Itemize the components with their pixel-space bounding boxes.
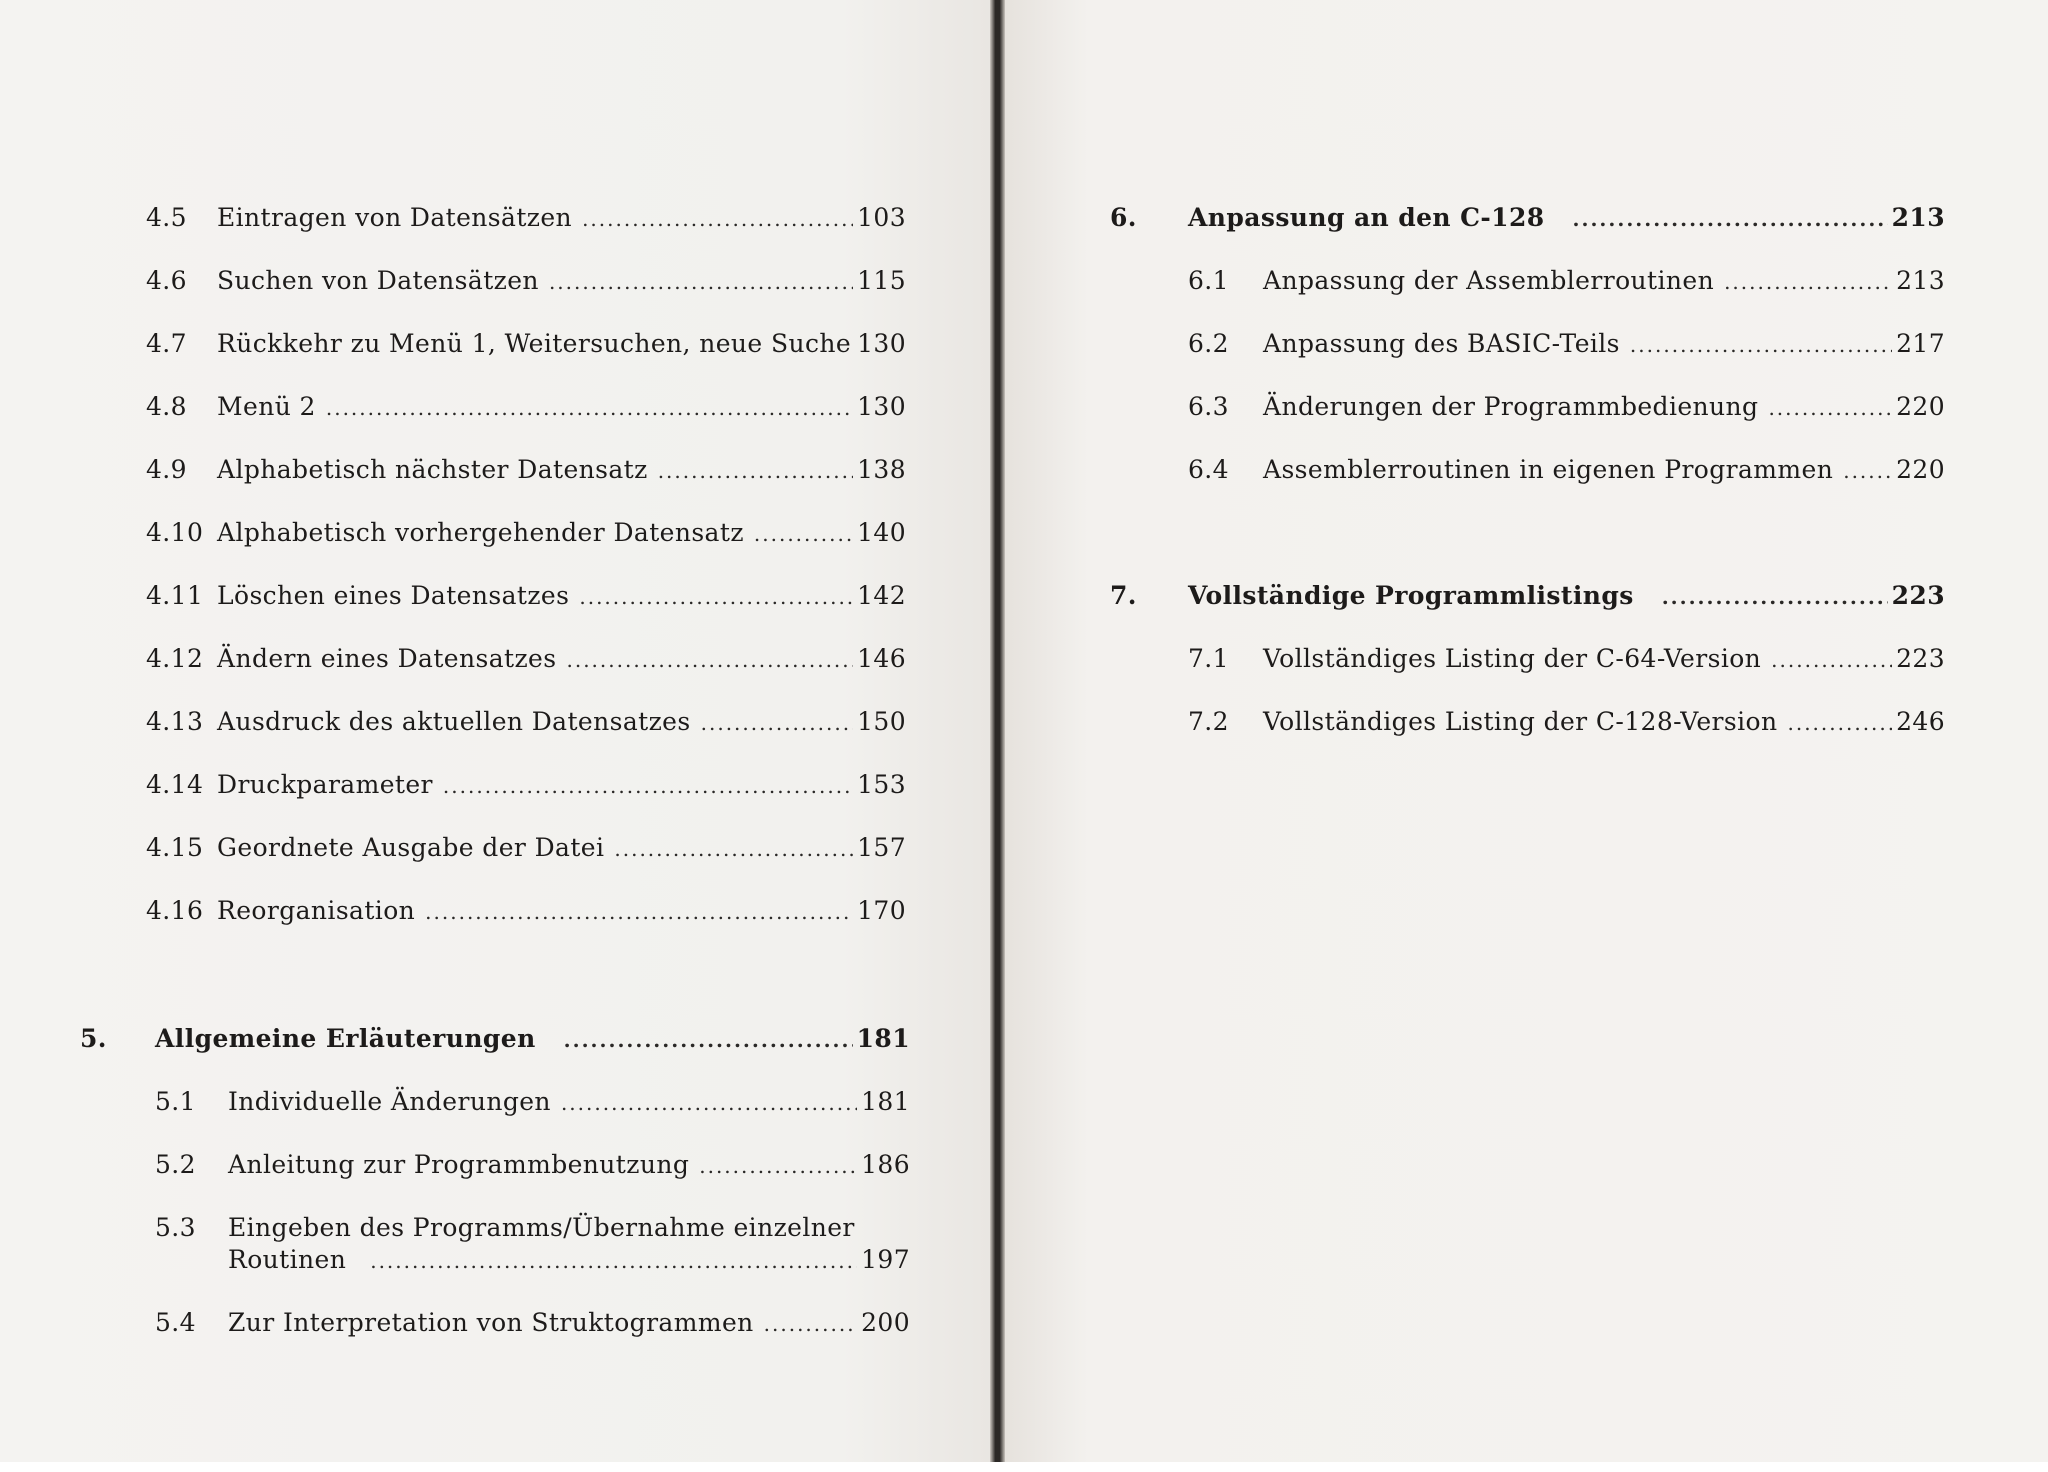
entry-number: 6.4 — [1188, 455, 1229, 484]
entry-title: Suchen von Datensätzen — [217, 266, 539, 295]
dot-leader — [370, 1245, 857, 1277]
toc-entry-7-2[interactable] — [1188, 706, 1945, 739]
entry-page: 150 — [857, 707, 906, 736]
entry-title: Reorganisation — [217, 896, 416, 925]
dot-leader — [1771, 644, 1892, 676]
entry-page: 157 — [857, 833, 906, 862]
right-page — [1005, 0, 2048, 1472]
toc-chapter-7[interactable] — [1110, 580, 1945, 613]
entry-page: 115 — [857, 266, 906, 295]
entry-number: 4.12 — [146, 644, 204, 673]
dot-leader — [443, 770, 853, 802]
dot-leader — [1724, 266, 1892, 298]
entry-number: 4.8 — [146, 392, 187, 421]
entry-title: Löschen eines Datensatzes — [217, 581, 570, 610]
entry-page: 170 — [857, 896, 906, 925]
entry-page: 146 — [857, 644, 906, 673]
entry-number: 4.5 — [146, 203, 187, 232]
toc-entry-4-12[interactable] — [146, 643, 906, 676]
toc-entry-4-14[interactable] — [146, 769, 906, 802]
entry-number: 4.11 — [146, 581, 204, 610]
entry-number: 5.1 — [155, 1087, 196, 1116]
toc-chapter-6[interactable] — [1110, 202, 1945, 235]
toc-entry-6-3[interactable] — [1188, 391, 1945, 424]
entry-title: Assemblerroutinen in eigenen Programmen — [1263, 455, 1834, 484]
entry-number: 4.7 — [146, 329, 187, 358]
chapter-page: 213 — [1891, 203, 1945, 232]
dot-leader — [561, 1087, 857, 1119]
toc-entry-5-3[interactable] — [155, 1212, 910, 1277]
toc-entry-7-1[interactable] — [1188, 643, 1945, 676]
entry-page: 223 — [1896, 644, 1945, 673]
dot-leader — [579, 581, 853, 613]
entry-title: Alphabetisch vorhergehender Datensatz — [217, 518, 744, 547]
entry-number: 4.15 — [146, 833, 204, 862]
toc-chapter-5[interactable] — [80, 1023, 910, 1056]
entry-page: 142 — [857, 581, 906, 610]
entry-title: Anpassung des BASIC-Teils — [1263, 329, 1620, 358]
dot-leader — [549, 266, 853, 298]
entry-number: 6.2 — [1188, 329, 1229, 358]
dot-leader — [754, 518, 853, 550]
entry-title: Menü 2 — [217, 392, 316, 421]
entry-number: 4.14 — [146, 770, 204, 799]
entry-page: 246 — [1896, 707, 1945, 736]
toc-entry-4-13[interactable] — [146, 706, 906, 739]
book-spine-gutter — [990, 0, 1005, 1472]
entry-title: Anpassung der Assemblerroutinen — [1263, 266, 1715, 295]
entry-number: 4.6 — [146, 266, 187, 295]
toc-entry-6-1[interactable] — [1188, 265, 1945, 298]
entry-title: Alphabetisch nächster Datensatz — [217, 455, 648, 484]
toc-entry-6-4[interactable] — [1188, 454, 1945, 487]
entry-title: Ausdruck des aktuellen Datensatzes — [217, 707, 691, 736]
chapter-title: Anpassung an den C-128 — [1188, 203, 1545, 232]
entry-title: Ändern eines Datensatzes — [217, 644, 557, 673]
dot-leader — [701, 707, 853, 739]
dot-leader — [658, 455, 853, 487]
dot-leader — [764, 1308, 857, 1340]
dot-leader — [564, 1024, 853, 1056]
scan-bottom-edge — [0, 1462, 2048, 1472]
entry-title: Zur Interpretation von Struktogrammen — [228, 1308, 754, 1337]
toc-entry-4-10[interactable] — [146, 517, 906, 550]
entry-page: 213 — [1896, 266, 1945, 295]
dot-leader — [326, 392, 853, 424]
dot-leader — [1768, 392, 1892, 424]
entry-page: 130 — [857, 329, 906, 358]
chapter-number: 6. — [1110, 203, 1137, 232]
chapter-number: 5. — [80, 1024, 107, 1053]
entry-page: 217 — [1896, 329, 1945, 358]
entry-page: 220 — [1896, 392, 1945, 421]
toc-entry-5-2[interactable] — [155, 1149, 910, 1182]
entry-number: 4.13 — [146, 707, 204, 736]
entry-title: Änderungen der Programmbedienung — [1263, 392, 1759, 421]
left-page — [0, 0, 990, 1472]
entry-number: 7.1 — [1188, 644, 1229, 673]
entry-title: Anleitung zur Programmbenutzung — [228, 1150, 690, 1179]
entry-page: 130 — [857, 392, 906, 421]
entry-page: 197 — [861, 1245, 910, 1274]
toc-entry-5-4[interactable] — [155, 1307, 910, 1340]
dot-leader — [425, 896, 853, 928]
entry-title-line1: Eingeben des Programms/Übernahme einzelner — [228, 1213, 855, 1242]
entry-number: 4.10 — [146, 518, 204, 547]
entry-title: Vollständiges Listing der C-64-Version — [1263, 644, 1762, 673]
dot-leader — [614, 833, 853, 865]
dot-leader — [1787, 707, 1892, 739]
entry-title: Druckparameter — [217, 770, 433, 799]
chapter-page: 181 — [856, 1024, 910, 1053]
entry-title: Vollständiges Listing der C-128-Version — [1263, 707, 1778, 736]
toc-entry-4-11[interactable] — [146, 580, 906, 613]
entry-number: 4.9 — [146, 455, 187, 484]
entry-title: Rückkehr zu Menü 1, Weitersuchen, neue Suche — [217, 329, 852, 358]
toc-entry-4-6[interactable] — [146, 265, 906, 298]
dot-leader — [566, 644, 853, 676]
toc-entry-4-9[interactable] — [146, 454, 906, 487]
entry-title: Eintragen von Datensätzen — [217, 203, 573, 232]
entry-title: Individuelle Änderungen — [228, 1087, 551, 1116]
entry-page: 200 — [861, 1308, 910, 1337]
dot-leader — [1630, 329, 1892, 361]
toc-entry-6-2[interactable] — [1188, 328, 1945, 361]
entry-page: 186 — [861, 1150, 910, 1179]
entry-number: 5.2 — [155, 1150, 196, 1179]
entry-number: 7.2 — [1188, 707, 1229, 736]
toc-entry-4-16[interactable] — [146, 895, 906, 928]
entry-title-line2: Routinen — [228, 1245, 347, 1274]
toc-entry-4-5[interactable] — [146, 202, 906, 235]
entry-number: 5.3 — [155, 1213, 196, 1242]
chapter-title: Vollständige Programmlistings — [1188, 581, 1634, 610]
chapter-page: 223 — [1891, 581, 1945, 610]
entry-page: 181 — [861, 1087, 910, 1116]
entry-number: 4.16 — [146, 896, 204, 925]
entry-title: Geordnete Ausgabe der Datei — [217, 833, 605, 862]
dot-leader — [699, 1150, 857, 1182]
entry-number: 5.4 — [155, 1308, 196, 1337]
entry-page: 220 — [1896, 455, 1945, 484]
toc-entry-4-15[interactable] — [146, 832, 906, 865]
dot-leader — [1662, 581, 1888, 613]
toc-entry-5-1[interactable] — [155, 1086, 910, 1119]
entry-number: 6.1 — [1188, 266, 1229, 295]
toc-entry-4-8[interactable] — [146, 391, 906, 424]
entry-page: 153 — [857, 770, 906, 799]
dot-leader — [1573, 203, 1888, 235]
chapter-title: Allgemeine Erläuterungen — [155, 1024, 536, 1053]
dot-leader — [582, 203, 853, 235]
entry-page: 140 — [857, 518, 906, 547]
entry-page: 138 — [857, 455, 906, 484]
chapter-number: 7. — [1110, 581, 1137, 610]
dot-leader — [1843, 455, 1892, 487]
entry-number: 6.3 — [1188, 392, 1229, 421]
toc-entry-4-7[interactable] — [146, 328, 906, 361]
entry-page: 103 — [857, 203, 906, 232]
